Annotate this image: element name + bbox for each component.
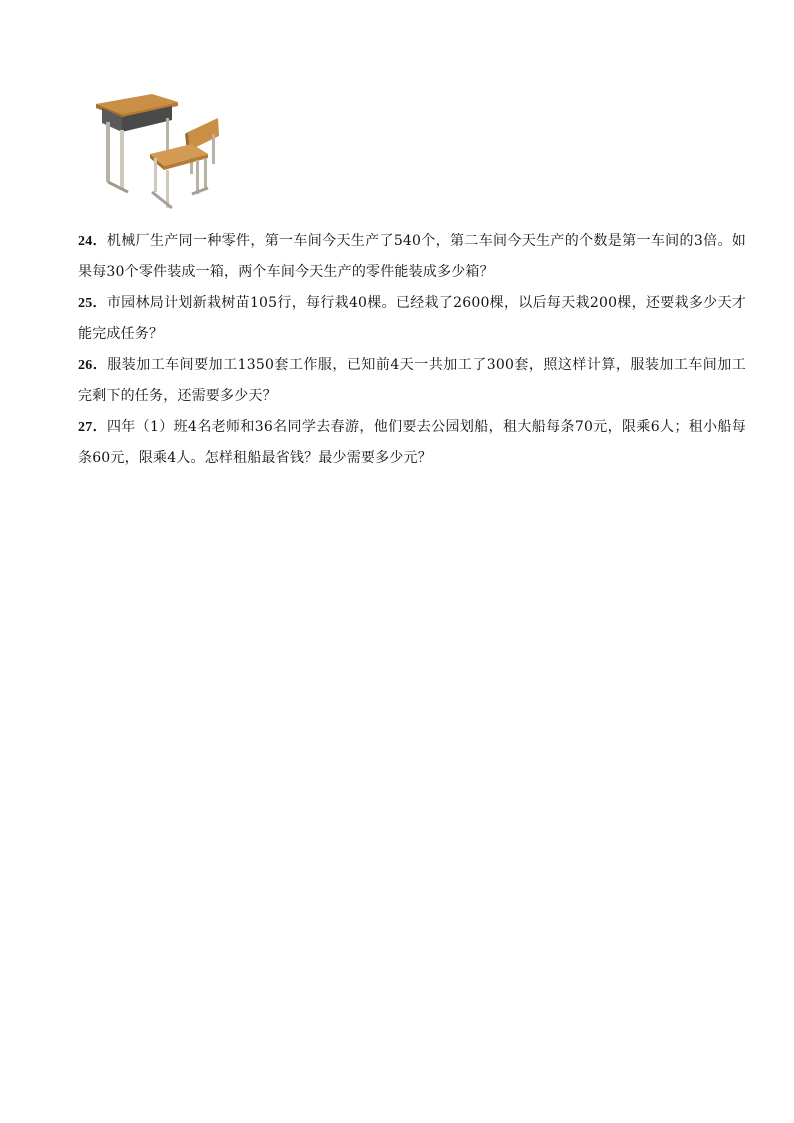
question-25: [78, 288, 746, 350]
question-24: [78, 226, 746, 288]
question-27: [78, 412, 746, 474]
question-number: 27．: [78, 420, 107, 435]
question-text: 四年（1）班4名老师和36名同学去春游，他们要去公园划船，租大船每条70元，限乘6人；租小船每条60元，限乘4人。怎样租船最省钱？最少需要多少元？: [78, 419, 746, 466]
question-text: 市园林局计划新栽树苗105行，每行栽40棵。已经栽了2600棵，以后每天栽200棵，还要栽多少天才能完成任务？: [78, 295, 746, 342]
question-text: 机械厂生产同一种零件，第一车间今天生产了540个，第二车间今天生产的个数是第一车间的3倍。如果每30个零件装成一箱，两个车间今天生产的零件能装成多少箱？: [78, 233, 747, 280]
question-number: 24．: [78, 234, 107, 249]
question-text: 服装加工车间要加工1350套工作服，已知前4天一共加工了300套，照这样计算，服装加工车间加工完剩下的任务，还需要多少天？: [78, 357, 747, 404]
question-number: 26．: [78, 358, 108, 373]
school-desk-and-chair-icon: [92, 88, 224, 214]
question-number: 25．: [78, 296, 107, 311]
question-list: [78, 226, 746, 474]
question-26: [78, 350, 746, 412]
